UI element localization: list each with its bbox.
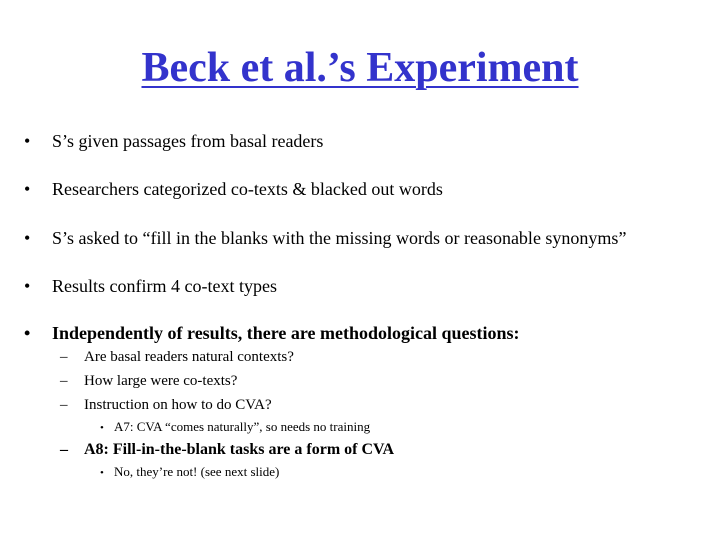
- sub-item-text: How large were co-texts?: [84, 373, 238, 389]
- bullet-text: Independently of results, there are methodological questions:: [52, 323, 520, 343]
- bullet-text: Results confirm 4 co-text types: [52, 276, 277, 296]
- bullet-marker: •: [100, 422, 104, 434]
- dash-marker: –: [60, 397, 68, 413]
- bullet-item: [24, 275, 277, 297]
- sub-item-text: Instruction on how to do CVA?: [84, 397, 272, 413]
- bullet-marker: •: [100, 467, 104, 479]
- bullet-text: S’s given passages from basal readers: [52, 131, 324, 151]
- dash-marker: –: [60, 441, 68, 458]
- bullet-item: [24, 178, 443, 200]
- bullet-text: Researchers categorized co-texts & blacked out words: [52, 179, 443, 199]
- bullet-marker: •: [24, 179, 31, 199]
- bullet-marker: •: [24, 131, 31, 151]
- bullet-text: S’s asked to “fill in the blanks with the missing words or reasonable synonyms”: [52, 228, 627, 248]
- subsub-item: [100, 419, 370, 436]
- bullet-item: [24, 322, 520, 344]
- bullet-marker: •: [24, 323, 31, 343]
- sub-item: [60, 348, 294, 366]
- bullet-item: [24, 227, 626, 249]
- bullet-item: [24, 130, 323, 152]
- subsub-item-text: A7: CVA “comes naturally”, so needs no training: [114, 419, 371, 434]
- sub-item-text: A8: Fill-in-the-blank tasks are a form of CVA: [84, 441, 395, 458]
- sub-item: [60, 441, 394, 459]
- sub-item: [60, 372, 237, 390]
- subsub-item: [100, 464, 279, 481]
- slide-title: Beck et al.’s Experiment: [141, 45, 579, 91]
- dash-marker: –: [60, 349, 68, 365]
- sub-item: [60, 396, 272, 414]
- sub-item-text: Are basal readers natural contexts?: [84, 349, 294, 365]
- bullet-marker: •: [24, 276, 31, 296]
- bullet-marker: •: [24, 228, 31, 248]
- subsub-item-text: No, they’re not! (see next slide): [114, 464, 280, 479]
- dash-marker: –: [60, 373, 68, 389]
